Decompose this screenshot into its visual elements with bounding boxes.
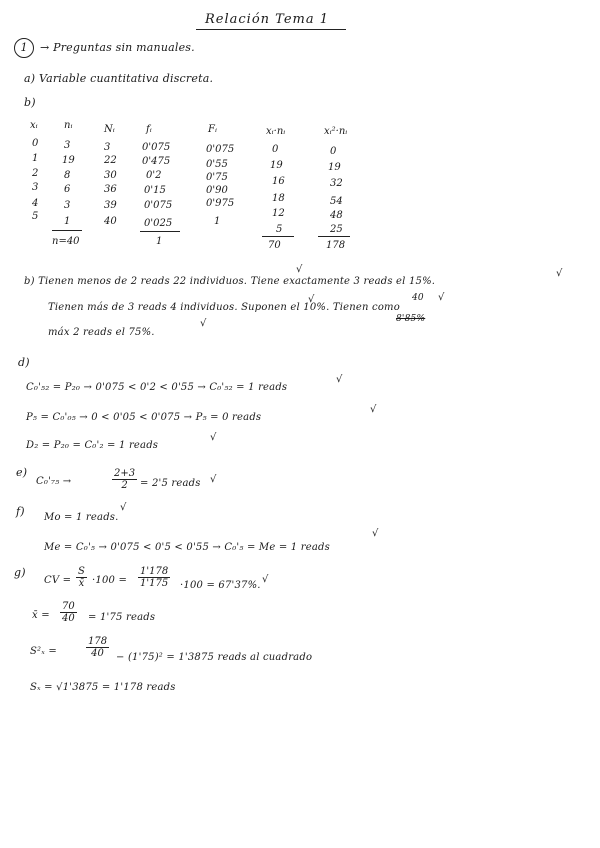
table-cell: 48 [330,210,343,221]
fraction-denominator: 2 [121,480,128,491]
cv-lhs: CV = [44,575,72,586]
table-cell: 0'975 [206,198,235,209]
table-cell: 40 [104,216,117,227]
check-mark: √ [210,432,217,443]
table-cell: 2 [32,168,39,179]
mean-rhs: = 1'75 reads [88,612,156,623]
fraction-numerator: 1'178 [140,566,169,577]
table-cell: 39 [104,200,117,211]
table-cell: 0'075 [206,144,235,155]
table-cell: 36 [104,184,117,195]
table-cell: 1 [214,216,221,227]
part-b-label: b) [24,96,36,109]
col-header: Nᵢ [104,124,115,135]
section-f-line2: Me = C₀'₅ → 0'075 < 0'5 < 0'55 → C₀'₅ = Me = 1 reads [44,542,330,553]
table-cell: 0'075 [144,200,173,211]
table-cell: 3 [64,200,71,211]
section-d-line3: D₂ = P₂₀ = C₀'₂ = 1 reads [26,440,159,451]
table-cell: 12 [272,208,285,219]
table-cell: 0'2 [146,170,162,181]
section-d-line2: P₅ = C₀'₀₅ → 0 < 0'05 < 0'075 → P₅ = 0 reads [26,412,262,423]
table-cell: 18 [272,193,285,204]
cv-mid: ·100 = [92,575,128,586]
total-rule [140,231,180,232]
table-cell: 0'025 [144,218,173,229]
total-rule [318,236,350,237]
section-d-line1: C₀'₅₂ = P₂₀ → 0'075 < 0'2 < 0'55 → C₀'₅₂ = 1 reads [26,382,288,393]
check-mark: √ [372,528,379,539]
table-cell: 0'90 [206,185,228,196]
section-e-lhs: C₀'₇₅ → [36,476,72,487]
total-rule [262,236,294,237]
total-rule [52,230,82,231]
table-cell: 1 [64,216,71,227]
table-cell: 0'475 [142,156,171,167]
col-header: xᵢ²·nᵢ [324,126,348,137]
table-cell: 16 [272,176,285,187]
page-title: Relación Tema 1 [205,12,329,27]
section-f-label: f) [16,505,25,518]
fraction-denominator: 40 [91,648,104,659]
table-cell: 19 [270,160,283,171]
table-cell: 1 [32,153,39,164]
table-cell: 25 [330,224,343,235]
total-x2n: 178 [326,240,346,251]
part-a: a) Variable cuantitativa discreta. [24,72,214,85]
check-mark: √ [438,292,445,303]
table-cell: 19 [328,162,341,173]
title-underline [196,29,346,30]
table-cell: 0'075 [142,142,171,153]
check-mark: √ [210,474,217,485]
total-xn: 70 [268,240,281,251]
section-b-line1: b) Tienen menos de 2 reads 22 individuos. Tiene exactamente 3 reads el 15%. [24,276,436,287]
total-f: 1 [156,236,163,247]
check-mark: √ [296,264,303,275]
col-header: fᵢ [146,124,152,135]
mean-lhs: x̄ = [32,610,50,621]
table-cell: 22 [104,155,117,166]
check-mark: √ [308,294,315,305]
section-b-line3: máx 2 reads el 75%. [48,327,155,338]
section-e-fraction [112,468,137,491]
check-mark: √ [336,374,343,385]
table-cell: 4 [32,198,39,209]
fraction-denominator: x̄ [78,578,85,589]
check-mark: √ [370,404,377,415]
table-cell: 54 [330,196,343,207]
check-mark: √ [120,502,127,513]
check-mark: √ [556,268,563,279]
cv-rhs: ·100 = 67'37%. [180,580,261,591]
col-header: nᵢ [64,120,73,131]
table-cell: 0 [272,144,279,155]
table-cell: 30 [104,170,117,181]
cv-fraction-2 [138,566,170,589]
table-cell: 3 [104,142,111,153]
table-cell: 0 [330,146,337,157]
section-g-label: g) [14,566,26,579]
table-cell: 32 [330,178,343,189]
table-cell: 3 [64,140,71,151]
fraction-numerator: 2+3 [114,468,136,479]
fraction-denominator: 1'175 [140,578,169,589]
section-f-line1: Mo = 1 reads. [44,512,119,523]
section-e-rhs: = 2'5 reads [140,478,201,489]
variance-fraction [86,636,109,659]
fraction-numerator: 178 [88,636,108,647]
check-mark: √ [200,318,207,329]
check-mark: √ [262,574,269,585]
section-b-struck: 8'85% [396,314,426,324]
variance-rhs: − (1'75)² = 1'3875 reads al cuadrado [116,652,313,663]
fraction-numerator: S [78,566,85,577]
exercise-intro: → Preguntas sin manuales. [40,41,195,54]
table-cell: 19 [62,155,75,166]
col-header: xᵢ [30,120,38,131]
mean-fraction [60,601,77,624]
fraction-denominator: 40 [62,613,75,624]
table-cell: 0 [32,138,39,149]
table-cell: 3 [32,182,39,193]
section-b-line2: Tienen más de 3 reads 4 individuos. Suponen el 10%. Tienen como [48,302,400,313]
section-b-note: 40 [412,293,424,303]
cv-fraction-1 [76,566,87,589]
col-header: Fᵢ [208,124,217,135]
variance-lhs: S²ₓ = [30,646,57,657]
table-cell: 6 [64,184,71,195]
table-cell: 0'55 [206,159,228,170]
table-cell: 5 [276,224,283,235]
table-cell: 0'15 [144,185,166,196]
table-cell: 0'75 [206,172,228,183]
fraction-numerator: 70 [62,601,75,612]
section-e-label: e) [16,466,28,479]
exercise-number: 1 [14,38,34,58]
std-dev: Sₓ = √1'3875 = 1'178 reads [30,682,176,693]
table-cell: 5 [32,211,39,222]
section-d-label: d) [18,356,30,369]
col-header: xᵢ·nᵢ [266,126,286,137]
total-n: n=40 [52,236,80,247]
table-cell: 8 [64,170,71,181]
